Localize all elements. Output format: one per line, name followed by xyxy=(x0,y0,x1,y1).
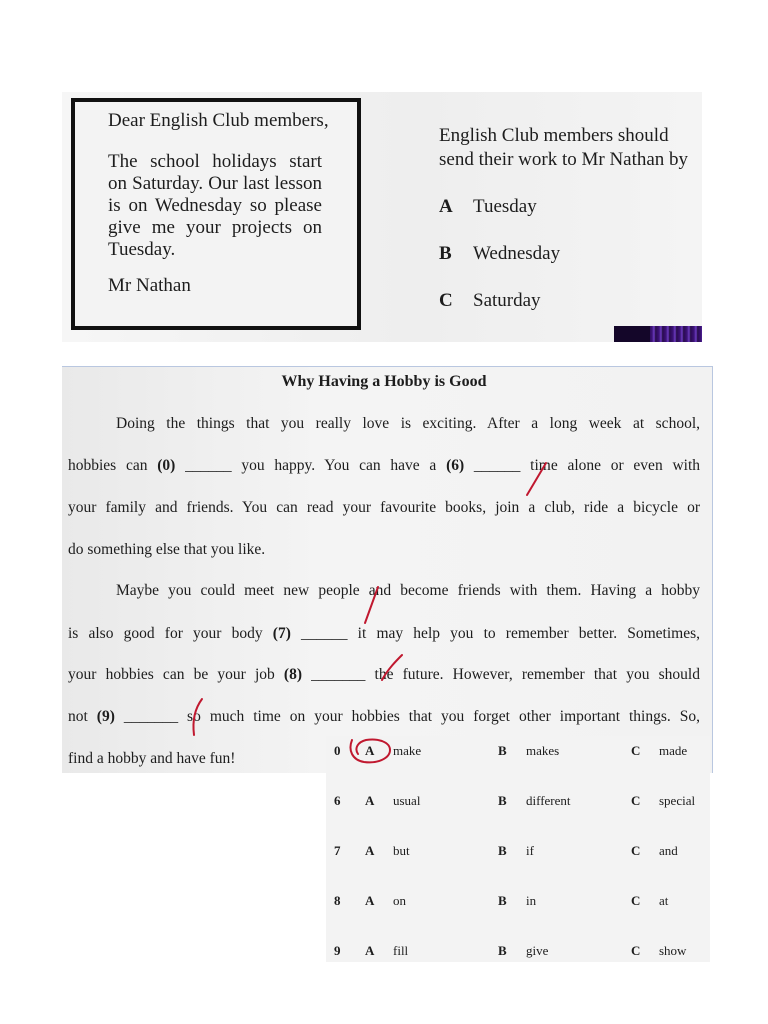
pen-mark xyxy=(186,697,208,737)
pen-mark xyxy=(524,461,550,497)
notice-question-panel xyxy=(62,92,702,342)
answer-row: 7 A but B if C and xyxy=(334,843,678,858)
video-progress-strip xyxy=(614,326,702,342)
passage-line: is also good for your body (7) ______ it may help you to remember better. Sometimes, xyxy=(68,625,701,642)
option-text: Tuesday xyxy=(473,196,537,217)
answer-row: 8 A on B in C at xyxy=(334,893,669,908)
option-letter: B xyxy=(439,243,452,264)
option-text: Saturday xyxy=(473,290,541,311)
answer-options-table xyxy=(326,736,710,962)
passage-line: Maybe you could meet new people and become friends with them. Having a hobby xyxy=(116,582,700,599)
passage-title: Why Having a Hobby is Good xyxy=(281,373,487,390)
question-text: English Club members should send their work to Mr Nathan by xyxy=(439,125,689,170)
passage-line: do something else that you like. xyxy=(68,541,266,558)
option-text: Wednesday xyxy=(473,243,561,264)
passage-line: not (9) _______ so much time on your hobbies that you forget other important things. So, xyxy=(68,708,700,725)
note-signature: Mr Nathan xyxy=(108,275,191,296)
note-body: The school holidays start on Saturday. Our last lesson is on Wednesday so please give me your projects on Tuesday. xyxy=(108,151,322,260)
passage-line: your family and friends. You can read your favourite books, join a club, ride a bicycle or xyxy=(68,499,700,516)
passage-line: your hobbies can be your job (8) _______ the future. However, remember that you should xyxy=(68,666,700,683)
option-letter: C xyxy=(439,290,453,311)
note-greeting: Dear English Club members, xyxy=(108,110,329,131)
answer-row: 9 A fill B give C show xyxy=(334,943,687,958)
pen-mark xyxy=(378,653,406,683)
option-a[interactable] xyxy=(439,196,537,218)
passage-line: Doing the things that you really love is exciting. After a long week at school, xyxy=(116,415,700,432)
passage-line: find a hobby and have fun! xyxy=(68,750,236,767)
option-letter: A xyxy=(439,196,453,217)
pen-mark xyxy=(362,585,382,625)
option-c[interactable] xyxy=(439,290,541,312)
passage-line: hobbies can (0) ______ you happy. You can have a (6) ______ time alone or even with xyxy=(68,457,700,474)
answer-circle-mark xyxy=(346,736,396,766)
reading-passage-panel xyxy=(62,366,713,773)
answer-row: 0 A make B makes C made xyxy=(334,743,688,758)
answer-row: 6 A usual B different C special xyxy=(334,793,696,808)
teacher-note xyxy=(71,98,361,330)
option-b[interactable] xyxy=(439,243,560,265)
